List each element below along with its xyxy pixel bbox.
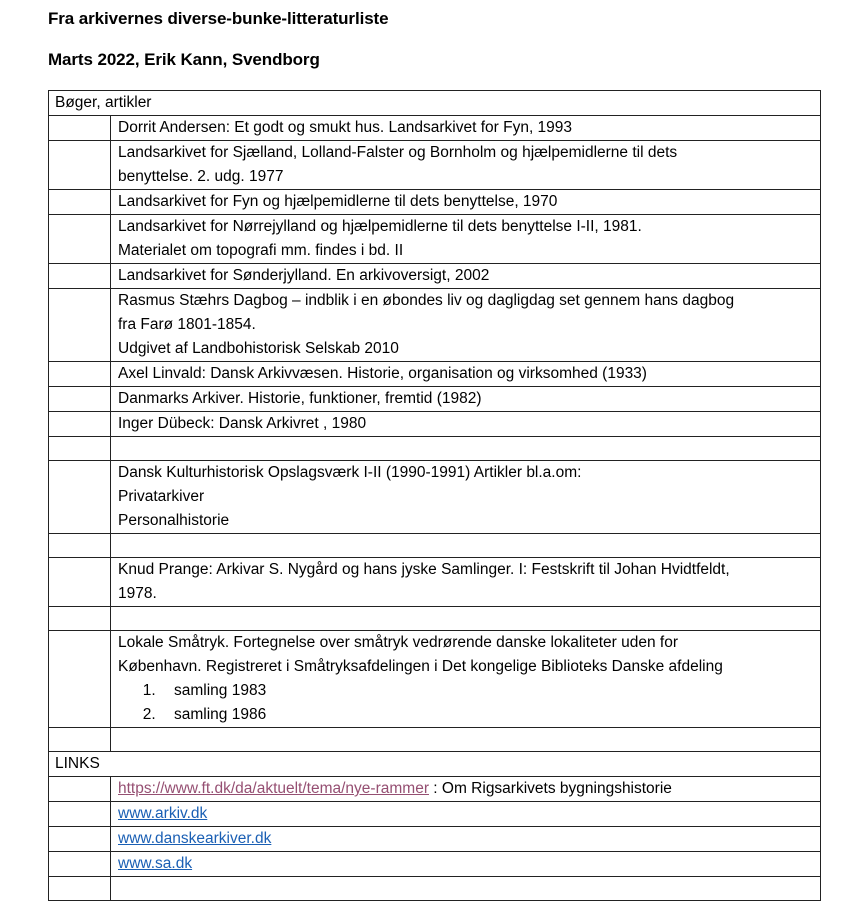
empty-cell (49, 777, 111, 802)
empty-row (49, 607, 821, 631)
empty-cell (49, 362, 111, 387)
entry-line: Udgivet af Landbohistorisk Selskab 2010 (118, 340, 399, 357)
table-row (49, 631, 821, 728)
entry-line: Axel Linvald: Dansk Arkivvæsen. Historie, organisation og virksomhed (1933) (118, 365, 647, 382)
entry-line: fra Farø 1801-1854. (118, 316, 256, 333)
link-cell (111, 777, 821, 802)
empty-cell (49, 387, 111, 412)
link-description: : Om Rigsarkivets bygningshistorie (428, 780, 672, 797)
link-cell (111, 802, 821, 827)
empty-cell (49, 190, 111, 215)
empty-cell (49, 116, 111, 141)
table-row (49, 362, 821, 387)
list-item: 2. samling 1986 (160, 703, 820, 727)
document-title: Fra arkivernes diverse-bunke-litteraturliste (48, 9, 389, 28)
entry-line: Personalhistorie (118, 512, 230, 529)
entry-line: Lokale Småtryk. Fortegnelse over småtryk vedrørende danske lokaliteter uden for (118, 634, 678, 651)
link-row (49, 802, 821, 827)
entry-line: Landsarkivet for Nørrejylland og hjælpemidlerne til dets benyttelse I-II, 1981. (118, 218, 642, 235)
empty-row (49, 437, 821, 461)
entry-cell (111, 412, 821, 437)
entry-line: Dorrit Andersen: Et godt og smukt hus. Landsarkivet for Fyn, 1993 (118, 119, 573, 136)
sa-dk-link[interactable]: www.sa.dk (118, 855, 193, 872)
table-row (49, 190, 821, 215)
entry-line: Landsarkivet for Sønderjylland. En arkivoversigt, 2002 (118, 267, 490, 284)
table-row (49, 412, 821, 437)
entry-line: Materialet om topografi mm. findes i bd. II (118, 242, 404, 259)
entry-cell (111, 631, 821, 728)
link-cell (111, 827, 821, 852)
empty-cell (111, 607, 821, 631)
entry-line: Landsarkivet for Fyn og hjælpemidlerne til dets benyttelse, 1970 (118, 193, 558, 210)
empty-cell (49, 728, 111, 752)
table-row (49, 387, 821, 412)
entry-cell (111, 461, 821, 534)
table-row (49, 461, 821, 534)
entry-cell (111, 264, 821, 289)
empty-cell (49, 289, 111, 362)
empty-cell (49, 141, 111, 190)
section-header-row (49, 91, 821, 116)
empty-cell (49, 534, 111, 558)
entry-line: Privatarkiver (118, 488, 205, 505)
document-subtitle: Marts 2022, Erik Kann, Svendborg (48, 50, 320, 69)
table-row (49, 558, 821, 607)
table-row (49, 264, 821, 289)
table-row (49, 116, 821, 141)
empty-cell (49, 802, 111, 827)
entry-line: benyttelse. 2. udg. 1977 (118, 168, 284, 185)
empty-cell (49, 437, 111, 461)
link-row (49, 777, 821, 802)
empty-cell (49, 827, 111, 852)
empty-cell (49, 264, 111, 289)
link-row (49, 852, 821, 877)
entry-line: 1978. (118, 585, 157, 602)
link-cell (111, 852, 821, 877)
entry-line: Rasmus Stæhrs Dagbog – indblik i en øbondes liv og dagligdag set gennem hans dagbog (118, 292, 735, 309)
entry-cell (111, 215, 821, 264)
empty-cell (49, 558, 111, 607)
empty-cell (111, 437, 821, 461)
books-section-heading: Bøger, artikler (49, 91, 821, 116)
table-row (49, 141, 821, 190)
entry-cell (111, 387, 821, 412)
empty-cell (49, 461, 111, 534)
entry-line: Dansk Kulturhistorisk Opslagsværk I-II (1990-1991) Artikler bl.a.om: (118, 464, 582, 481)
empty-cell (49, 607, 111, 631)
entry-cell (111, 141, 821, 190)
entry-cell (111, 116, 821, 141)
empty-cell (49, 631, 111, 728)
empty-cell (49, 412, 111, 437)
empty-row (49, 728, 821, 752)
entry-line: København. Registreret i Småtryksafdelingen i Det kongelige Biblioteks Danske afdeling (118, 658, 723, 675)
entry-cell (111, 362, 821, 387)
link-row (49, 827, 821, 852)
numbered-list (118, 679, 820, 727)
empty-cell (49, 215, 111, 264)
danskearkiver-dk-link[interactable]: www.danskearkiver.dk (118, 830, 272, 847)
entry-line: Knud Prange: Arkivar S. Nygård og hans jyske Samlinger. I: Festskrift til Johan Hvidtfeldt, (118, 561, 730, 578)
ft-dk-link[interactable]: https://www.ft.dk/da/aktuelt/tema/nye-rammer (118, 780, 429, 797)
entry-line: Danmarks Arkiver. Historie, funktioner, fremtid (1982) (118, 390, 482, 407)
entry-line: Landsarkivet for Sjælland, Lolland-Falster og Bornholm og hjælpemidlerne til dets (118, 144, 678, 161)
entry-cell (111, 558, 821, 607)
empty-cell (49, 852, 111, 877)
links-section-heading: LINKS (49, 752, 821, 777)
entry-cell (111, 190, 821, 215)
empty-row (49, 534, 821, 558)
table-row (49, 289, 821, 362)
empty-cell (111, 728, 821, 752)
list-item: 1. samling 1983 (160, 679, 820, 703)
entry-line: Inger Dübeck: Dansk Arkivret , 1980 (118, 415, 367, 432)
table-row (49, 215, 821, 264)
section-header-row (49, 752, 821, 777)
arkiv-dk-link[interactable]: www.arkiv.dk (118, 805, 208, 822)
literature-table (48, 90, 821, 901)
entry-cell (111, 289, 821, 362)
empty-cell (111, 534, 821, 558)
